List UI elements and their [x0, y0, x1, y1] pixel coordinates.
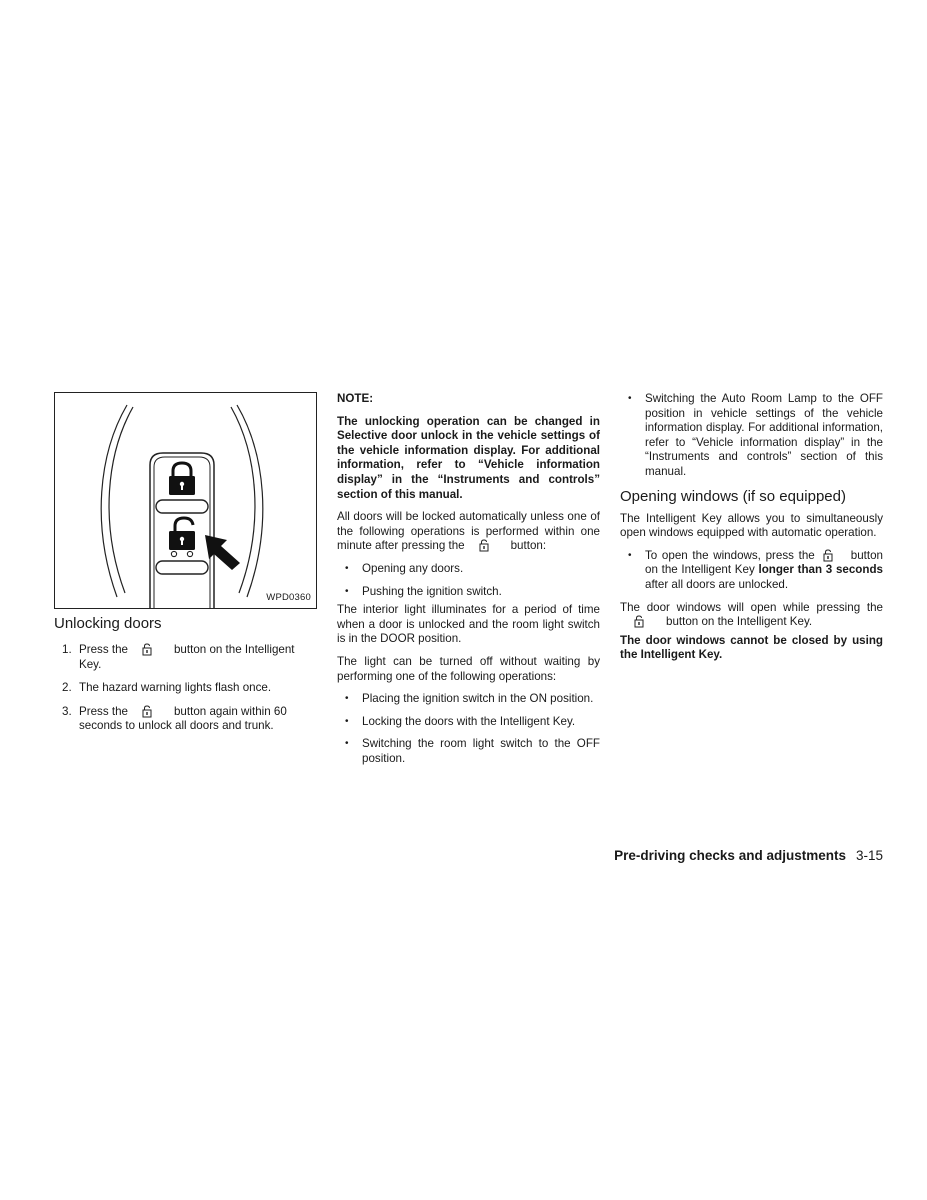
step-item: 2. The hazard warning lights flash once. [62, 681, 272, 695]
windows-intro-paragraph: The Intelligent Key allows you to simultaneously open windows equipped with automatic operation. [620, 511, 883, 540]
column-right [620, 392, 883, 671]
light-off-operations-continued [620, 392, 883, 480]
unlock-key-icon [479, 539, 489, 552]
bullet-icon: • [628, 549, 632, 561]
light-off-paragraph: The light can be turned off without waiting by performing one of the following operations: [337, 654, 600, 683]
list-item: • Pushing the ignition switch. [345, 584, 502, 598]
unlocking-steps [54, 643, 317, 734]
opening-windows-heading: Opening windows (if so equipped) [620, 487, 846, 505]
bullet-icon: • [628, 393, 632, 404]
unlock-icon [169, 518, 195, 550]
bullet-icon: • [345, 715, 349, 727]
step-item: 1. Press the button on the Intelligent Key. [62, 643, 295, 671]
list-item: • Switching the room light switch to the OFF position. [345, 737, 600, 765]
unlock-key-icon [823, 549, 833, 562]
unlock-key-icon [142, 705, 152, 718]
note-heading: NOTE: [337, 392, 374, 405]
unlocking-doors-heading: Unlocking doors [54, 615, 162, 632]
windows-warning: The door windows cannot be closed by using the Intelligent Key. [620, 633, 883, 662]
page-footer [614, 848, 883, 864]
lock-icon [169, 463, 195, 495]
bullet-icon: • [345, 585, 349, 597]
light-off-operations [337, 692, 600, 766]
figure-code: WPD0360 [266, 592, 311, 604]
windows-open-paragraph: The door windows will open while pressing thebutton on the Intelligent Key. [620, 600, 883, 629]
bullet-icon: • [345, 693, 349, 705]
page-number: 3-15 [855, 848, 883, 863]
key-fob-figure [54, 392, 317, 609]
step-item: 3. Press the button again within 60 seconds to unlock all doors and trunk. [62, 704, 287, 733]
key-fob-illustration [55, 393, 316, 608]
list-item: • Opening any doors. [345, 561, 464, 575]
list-item: • Locking the doors with the Intelligent Key. [345, 714, 576, 728]
interior-light-paragraph: The interior light illuminates for a period of time when a door is unlocked and the room light switch is in the DOOR position. [337, 603, 600, 646]
column-middle [337, 392, 600, 774]
bullet-icon: • [345, 562, 349, 574]
note-bold-paragraph: The unlocking operation can be changed in Selective door unlock in the vehicle settings of the vehicle information display. For additional information, refer to “Vehicle information display” in the “Instruments and controls” section of this manual. [337, 414, 600, 501]
bullet-icon: • [345, 738, 349, 750]
auto-lock-operations [337, 562, 600, 599]
unlock-key-icon [142, 643, 152, 656]
list-item: • To open the windows, press the button on the Intelligent Key longer than 3 seconds after all doors are unlocked. [628, 548, 883, 591]
unlock-key-icon [634, 615, 644, 628]
auto-lock-paragraph: All doors will be locked automatically unless one of the following operations is performed within one minute after pressing the button: [337, 510, 600, 553]
list-item: • Switching the Auto Room Lamp to the OFF position in vehicle settings of the vehicle information display. For additional information, refer to “Vehicle information display” in the “Instruments and controls” section of this manual. [628, 392, 883, 478]
column-left [54, 392, 317, 743]
windows-instructions [620, 549, 883, 593]
list-item: • Placing the ignition switch in the ON position. [345, 692, 594, 706]
section-title: Pre-driving checks and adjustments [614, 848, 846, 863]
